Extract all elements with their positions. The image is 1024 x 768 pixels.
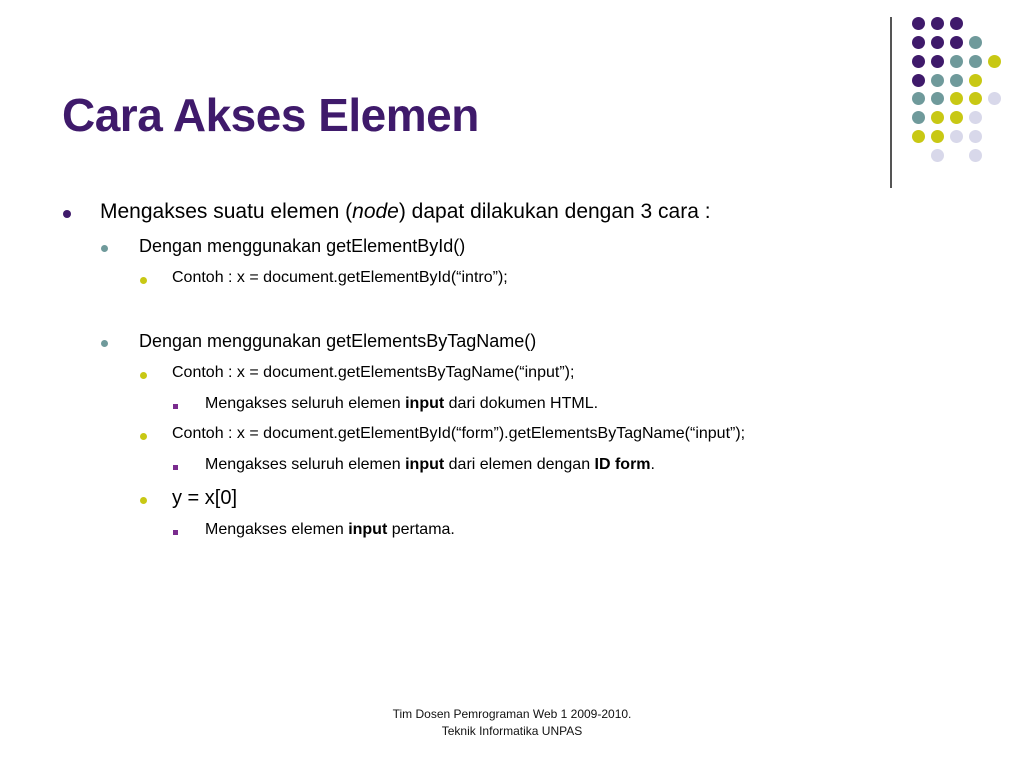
bullet-text-part: Mengakses seluruh elemen xyxy=(205,395,406,412)
dot xyxy=(950,36,963,49)
dot xyxy=(950,74,963,87)
bullet-text-part: dari dokumen HTML. xyxy=(444,395,599,412)
bullet-dot-icon xyxy=(63,210,71,218)
dot xyxy=(912,36,925,49)
dot xyxy=(912,74,925,87)
square-bullet-icon xyxy=(173,530,178,535)
bullet-text-part: Mengakses seluruh elemen xyxy=(205,456,406,473)
bullet-text-bold: input xyxy=(405,456,445,473)
footer-line1: Tim Dosen Pemrograman Web 1 2009-2010. xyxy=(392,707,632,721)
dot xyxy=(912,17,925,30)
dot xyxy=(912,55,925,68)
bullet-text-part: Mengakses suatu elemen ( xyxy=(100,200,353,223)
dot xyxy=(969,130,982,143)
dot xyxy=(912,92,925,105)
bullet-text-part: y = x[0] xyxy=(172,487,238,509)
bullet-text-part: Contoh : x = document.getElementById(“intro”); xyxy=(172,269,508,286)
square-bullet-icon xyxy=(173,404,178,409)
bullet-level3-text xyxy=(172,364,574,382)
bullet-text-bold: ID form xyxy=(594,456,651,473)
bullet-text-part: Dengan menggunakan getElementsByTagName() xyxy=(139,331,537,351)
bullet-text-italic: node xyxy=(352,200,399,223)
bullet-text-bold: input xyxy=(405,395,445,412)
dot xyxy=(969,74,982,87)
dot xyxy=(931,36,944,49)
dot xyxy=(931,74,944,87)
bullet-text-part: dari elemen dengan xyxy=(444,456,595,473)
bullet-text-part: Dengan menggunakan getElementById() xyxy=(139,236,466,256)
dot xyxy=(950,92,963,105)
dot xyxy=(969,149,982,162)
bullet-level3-text xyxy=(172,269,508,287)
dot xyxy=(969,36,982,49)
dot xyxy=(931,55,944,68)
footer-line2: Teknik Informatika UNPAS xyxy=(441,724,583,738)
bullet-level4-text xyxy=(205,456,655,474)
dot xyxy=(931,130,944,143)
bullet-level2-text xyxy=(139,236,465,257)
dot xyxy=(988,92,1001,105)
bullet-level2-text xyxy=(139,331,536,352)
dot xyxy=(988,55,1001,68)
dot xyxy=(950,17,963,30)
dot xyxy=(950,130,963,143)
dot xyxy=(950,55,963,68)
dot xyxy=(931,92,944,105)
dot xyxy=(950,111,963,124)
bullet-text-part: pertama. xyxy=(387,521,455,538)
bullet-text-part: ) dapat dilakukan dengan 3 cara : xyxy=(398,200,711,223)
bullet-dot-icon xyxy=(140,433,147,440)
dot xyxy=(969,55,982,68)
bullet-text-part: Contoh : x = document.getElementsByTagName(“input”); xyxy=(172,364,575,381)
slide-title: Cara Akses Elemen xyxy=(62,89,479,141)
dot xyxy=(912,130,925,143)
bullet-level1-text xyxy=(100,200,711,224)
bullet-level3-text xyxy=(172,425,745,443)
bullet-text-bold: input xyxy=(348,521,388,538)
dot xyxy=(931,111,944,124)
bullet-dot-icon xyxy=(140,277,147,284)
bullet-level4-text xyxy=(205,395,598,413)
bullet-level4-text xyxy=(205,521,455,539)
dot xyxy=(931,149,944,162)
bullet-dot-icon xyxy=(140,497,147,504)
bullet-text-part: Contoh : x = document.getElementById(“form”).getElementsByTagName(“input”); xyxy=(172,425,746,442)
bullet-text-part: Mengakses elemen xyxy=(205,521,349,538)
dot xyxy=(931,17,944,30)
square-bullet-icon xyxy=(173,465,178,470)
dot xyxy=(912,111,925,124)
bullet-dot-icon xyxy=(101,340,108,347)
bullet-text-part: . xyxy=(650,456,655,473)
dot xyxy=(969,111,982,124)
vertical-divider xyxy=(890,17,892,188)
dot xyxy=(969,92,982,105)
bullet-dot-icon xyxy=(140,372,147,379)
bullet-level3-text xyxy=(172,487,237,510)
bullet-dot-icon xyxy=(101,245,108,252)
